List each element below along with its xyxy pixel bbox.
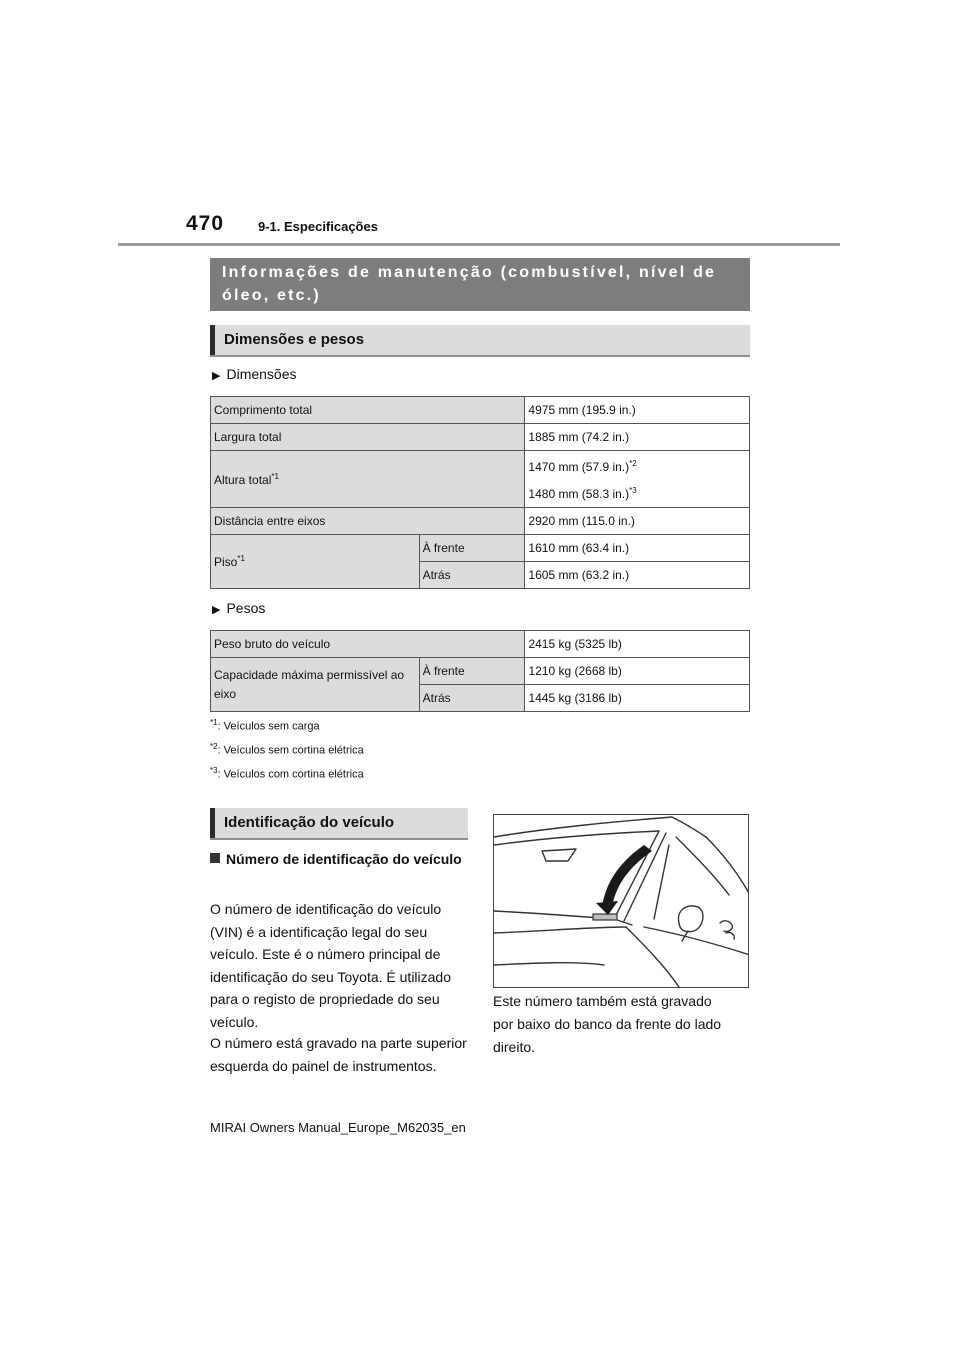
table-cell: Capacidade máxima permissível ao eixo xyxy=(211,658,420,712)
table-cell: 1470 mm (57.9 in.)$^{*2}$ 1480 mm (58.3 in.)$^{*3}$ xyxy=(525,451,750,508)
footnote: $^{*3}$: Veículos com cortina elétrica xyxy=(210,766,364,781)
header-divider xyxy=(118,243,840,246)
vin-paragraph: O número de identificação do veículo (VIN) é a identificação legal do seu veículo. Este é o número principal de identificação do seu Toyota. É utilizado para o registo de propriedade do seu veículo. xyxy=(210,901,452,1030)
weights-label: ▶ Pesos xyxy=(212,600,266,616)
dimensions-table xyxy=(210,396,750,589)
table-cell: Largura total xyxy=(211,424,525,451)
table-cell: 1605 mm (63.2 in.) xyxy=(525,562,750,589)
table-cell: Distância entre eixos xyxy=(211,508,525,535)
vin-subheading: Número de identificação do veículo xyxy=(210,848,470,871)
vin-plate xyxy=(593,914,617,920)
footer-text: MIRAI Owners Manual_Europe_M62035_en xyxy=(210,1120,466,1135)
pointer-arrow-icon xyxy=(602,845,652,907)
table-cell: 1210 kg (2668 lb) xyxy=(525,658,750,685)
vin-location-paragraph: O número está gravado na parte superior esquerda do painel de instrumentos. xyxy=(210,1035,467,1074)
table-row xyxy=(211,631,750,658)
vin-location-illustration xyxy=(493,814,749,988)
table-row xyxy=(211,535,750,562)
arrow-right-icon: ▶ xyxy=(212,604,221,616)
table-cell: 2415 kg (5325 lb) xyxy=(525,631,750,658)
table-cell: 1885 mm (74.2 in.) xyxy=(525,424,750,451)
vin-alt-location-text: Este número também está gravado por baixo do banco da frente do lado direito. xyxy=(493,993,722,1055)
table-cell: Atrás xyxy=(419,562,525,589)
dimensions-label: ▶ Dimensões xyxy=(212,366,297,382)
table-cell: Peso bruto do veículo xyxy=(211,631,525,658)
identification-section-title: Identificação do veículo xyxy=(210,808,468,840)
dimensions-section-title: Dimensões e pesos xyxy=(210,325,750,357)
footnote: $^{*1}$: Veículos sem carga xyxy=(210,718,320,733)
table-row xyxy=(211,658,750,685)
table-cell: Altura total$^{*1}$ xyxy=(211,451,525,508)
section-label: 9-1. Especificações xyxy=(258,219,378,234)
arrow-head-icon xyxy=(596,901,618,915)
table-row xyxy=(211,508,750,535)
table-cell: 1445 kg (3186 lb) xyxy=(525,685,750,712)
table-cell: 2920 mm (115.0 in.) xyxy=(525,508,750,535)
table-cell: Piso$^{*1}$ xyxy=(211,535,420,589)
square-bullet-icon xyxy=(210,853,220,863)
page-number: 470 xyxy=(186,212,225,235)
table-cell: Atrás xyxy=(419,685,525,712)
table-cell: À frente xyxy=(419,535,525,562)
table-cell: 4975 mm (195.9 in.) xyxy=(525,397,750,424)
table-cell: Comprimento total xyxy=(211,397,525,424)
table-cell: À frente xyxy=(419,658,525,685)
car-windshield-drawing xyxy=(494,815,749,988)
main-title-banner: Informações de manutenção (combustível, nível de óleo, etc.) xyxy=(210,258,750,311)
weights-table xyxy=(210,630,750,712)
table-row xyxy=(211,451,750,508)
table-cell: 1610 mm (63.4 in.) xyxy=(525,535,750,562)
arrow-right-icon: ▶ xyxy=(212,370,221,382)
table-row xyxy=(211,424,750,451)
footnote: $^{*2}$: Veículos sem cortina elétrica xyxy=(210,742,364,757)
table-row xyxy=(211,397,750,424)
